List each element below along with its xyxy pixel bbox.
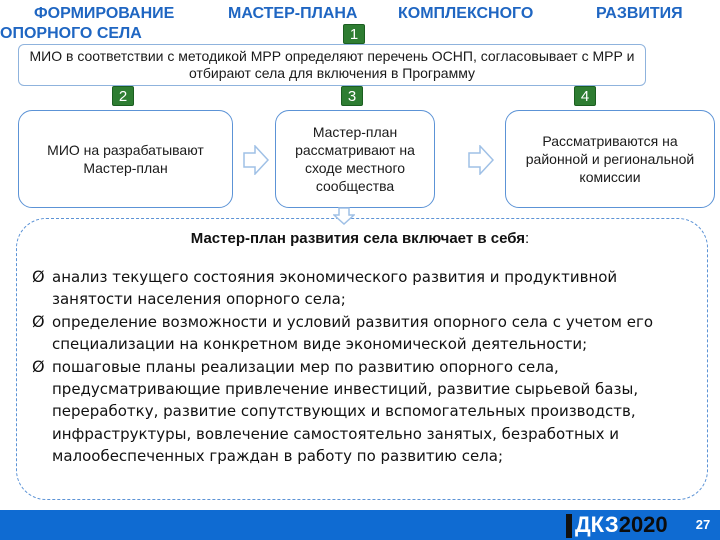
list-item bbox=[34, 356, 694, 468]
arrow-right-icon bbox=[468, 145, 494, 175]
list-item bbox=[34, 266, 694, 311]
list-item bbox=[34, 311, 694, 356]
plan-items-list bbox=[34, 266, 694, 468]
step-4-box bbox=[505, 110, 715, 208]
logo-text-1: ДКЗ bbox=[575, 512, 619, 537]
arrow-bullet-icon: Ø bbox=[32, 356, 45, 376]
step-3-text: Мастер-план рассматривают на сходе местного сообщества bbox=[295, 124, 415, 194]
logo bbox=[575, 512, 668, 538]
page-number: 27 bbox=[695, 517, 711, 532]
logo-bar bbox=[566, 514, 572, 538]
step-2-badge: 2 bbox=[112, 86, 134, 106]
list-item-text: анализ текущего состояния экономического развития и продуктивной занятости населения опорного села; bbox=[52, 268, 618, 309]
list-item-text: пошаговые планы реализации мер по развитию опорного села, предусматривающие привлечение инвестиций, развитие сырьевой базы, переработку, развитие сопутствующих и вспомогательных производств, инфраструктуры, вовлечение самостоятельно занятых, безработных и малообеспеченных граждан в работу по развитию села; bbox=[52, 357, 639, 466]
step-1-box bbox=[18, 44, 646, 86]
step-4-text: Рассматриваются на районной и региональной комиссии bbox=[525, 133, 695, 185]
step-2-box bbox=[18, 110, 233, 208]
logo-text-2: 2020 bbox=[618, 512, 668, 537]
arrow-bullet-icon: Ø bbox=[32, 267, 45, 286]
title-line-2: ОПОРНОГО СЕЛА bbox=[0, 25, 142, 42]
step-3-box bbox=[275, 110, 435, 208]
step-4-badge: 4 bbox=[574, 86, 596, 106]
panel-heading bbox=[0, 230, 720, 247]
arrow-bullet-icon: Ø bbox=[32, 311, 45, 331]
title-word-1: ФОРМИРОВАНИЕ bbox=[34, 5, 175, 22]
step-1-text: МИО в соответствии с методикой МРР определяют перечень ОСНП, согласовывает с МРР и отбирают села для включения в Программу bbox=[29, 48, 635, 81]
title-word-4: РАЗВИТИЯ bbox=[596, 5, 683, 22]
title-word-2: МАСТЕР-ПЛАНА bbox=[228, 5, 358, 22]
step-2-text: МИО на разрабатывают Мастер-план bbox=[47, 142, 204, 176]
list-item-text: определение возможности и условий развития опорного села с учетом его специализации на конкретном виде экономической деятельности; bbox=[52, 312, 654, 354]
arrow-right-icon bbox=[243, 145, 269, 175]
title-word-3: КОМПЛЕКСНОГО bbox=[398, 5, 534, 22]
step-1-badge: 1 bbox=[343, 24, 365, 44]
panel-heading-text: Мастер-план развития села включает в себя bbox=[190, 230, 526, 247]
panel-heading-colon: : bbox=[525, 230, 530, 247]
step-3-badge: 3 bbox=[341, 86, 363, 106]
arrow-down-icon bbox=[333, 207, 355, 225]
